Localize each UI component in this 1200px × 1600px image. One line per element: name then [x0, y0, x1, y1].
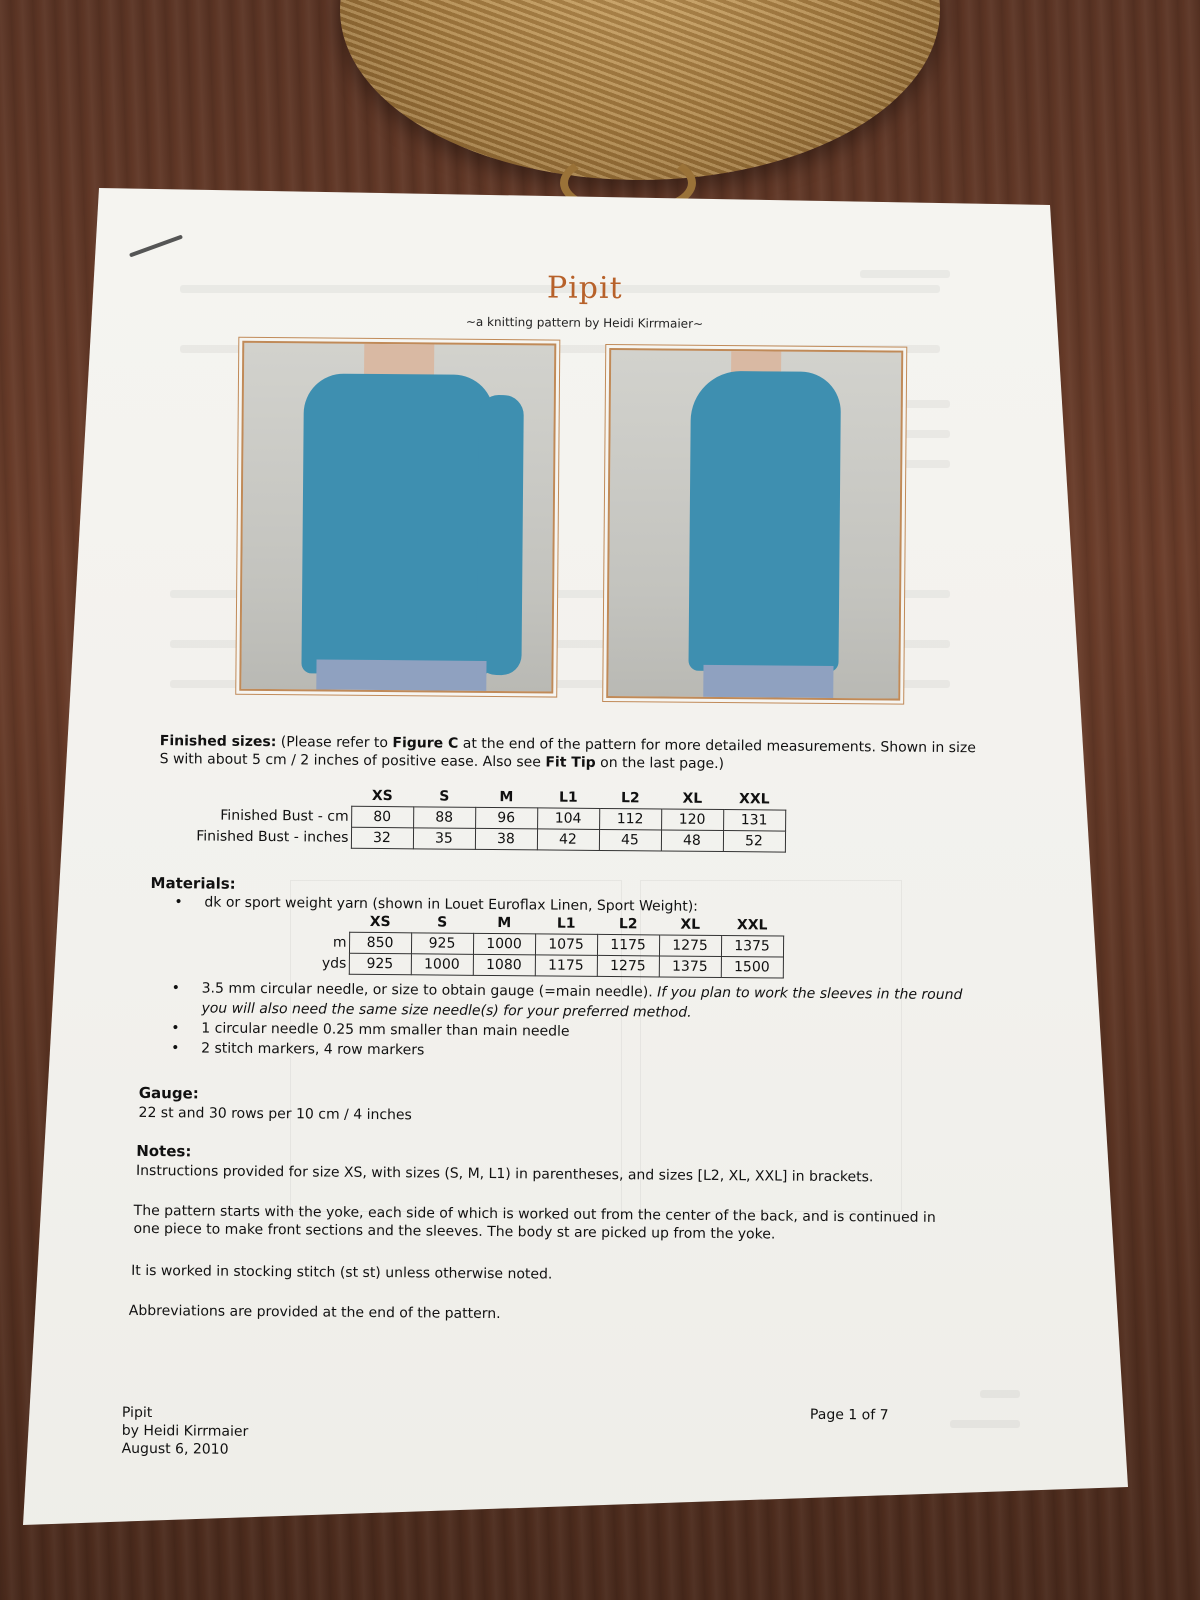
table-row: Finished Bust - cm 80 88 96 104 112 120 131 — [175, 805, 785, 831]
fit-tip-ref: Fit Tip — [545, 754, 596, 771]
footer-author: by Heidi Kirrmaier — [121, 1422, 249, 1440]
finished-sizes-label: Finished sizes: — [159, 733, 277, 751]
list-item: • 1 circular needle 0.25 mm smaller than main needle — [171, 1018, 971, 1045]
list-item: • dk or sport weight yarn (shown in Louet Euroflax Linen, Sport Weight): — [174, 892, 974, 919]
photo-front-view — [239, 341, 556, 694]
finished-sizes-text: Finished sizes: (Please refer to Figure C at the end of the pattern for more detailed measurements. Shown in size S with about 5 cm / 2 inches of positive ease. Also see Fit Tip on the last page.) — [159, 733, 976, 773]
table-row: Finished Bust - inches 32 35 38 42 45 48 52 — [175, 826, 785, 852]
materials-heading: Materials: — [150, 874, 236, 893]
table-row: m 850 925 1000 1075 1175 1275 1375 — [314, 932, 783, 957]
jeans — [703, 665, 833, 698]
notes-paragraph: Instructions provided for size XS, with sizes (S, M, L1) in parentheses, and sizes [L2, XL, XXL] in brackets. — [135, 1162, 874, 1186]
sweater-sleeve — [476, 395, 523, 675]
notes-paragraph: It is worked in stocking stitch (st st) unless otherwise noted. — [131, 1262, 553, 1283]
page-number: Page 1 of 7 — [809, 1406, 889, 1424]
photo-side-view — [606, 348, 903, 701]
gauge-text: 22 st and 30 rows per 10 cm / 4 inches — [138, 1104, 412, 1124]
pattern-title: Pipit — [546, 270, 623, 307]
list-item: • 3.5 mm circular needle, or size to obtain gauge (=main needle). If you plan to work the sleeves in the round you will also need the same size needle(s) for your preferred method. — [171, 978, 971, 1025]
footer-date: August 6, 2010 — [121, 1440, 229, 1458]
finished-bust-table: XS S M L1 L2 XL XXL Finished Bust - cm 80 88 96 104 112 120 131 Finished Bust - inches 32 35 38 42 45 48 52 — [175, 784, 786, 852]
list-item: • 2 stitch markers, 4 row markers — [171, 1038, 971, 1065]
notes-heading: Notes: — [136, 1141, 192, 1161]
materials-list — [171, 978, 972, 1065]
sweater-front — [301, 373, 494, 675]
gauge-heading: Gauge: — [138, 1083, 199, 1103]
figure-c-ref: Figure C — [392, 735, 459, 752]
yarn-amount-table: XS S M L1 L2 XL XXL m 850 925 1000 1075 1175 1275 1375 yds 925 1000 1080 1175 1275 1375 1500 — [314, 911, 784, 978]
footer-title: Pipit — [121, 1404, 153, 1422]
jeans — [316, 659, 486, 690]
table-row: yds 925 1000 1080 1175 1275 1375 1500 — [314, 953, 783, 978]
pattern-subtitle: ~a knitting pattern by Heidi Kirrmaier~ — [465, 314, 704, 331]
sweater-side — [688, 371, 841, 672]
notes-paragraph: Abbreviations are provided at the end of the pattern. — [128, 1302, 501, 1323]
notes-paragraph: The pattern starts with the yoke, each side of which is worked out from the center of the back, and is continued in one piece to make front sections and the sleeves. The body st are picked up from the yoke. — [133, 1202, 936, 1243]
footer-info — [122, 1404, 249, 1459]
